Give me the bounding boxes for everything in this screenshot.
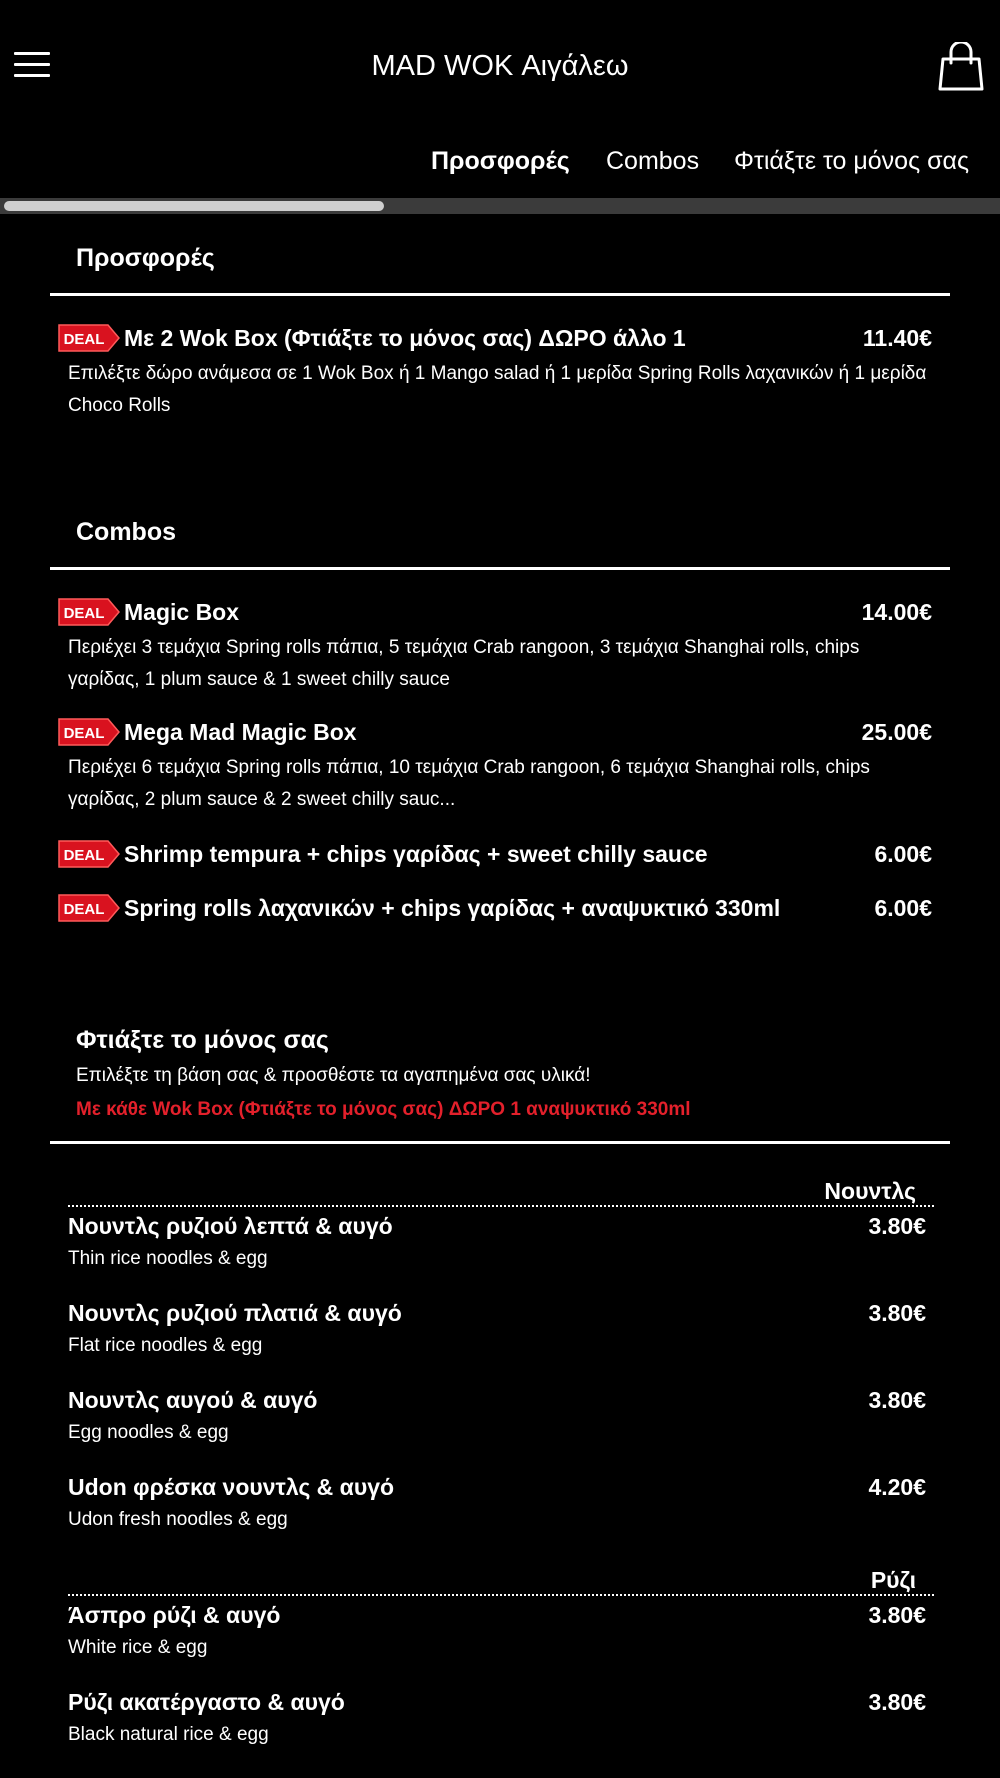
item-price: 3.80€ (868, 1387, 926, 1413)
subcategory-title: Ρύζι (870, 1567, 916, 1593)
item-name: Νουντλς αυγού & αυγό (68, 1387, 318, 1413)
menu-content (0, 214, 1000, 1746)
item-price: 3.80€ (868, 1602, 926, 1628)
item-price: 6.00€ (874, 894, 932, 921)
deal-badge-label: DEAL (63, 901, 105, 918)
item-name: Udon φρέσκα νουντλς & αυγό (68, 1474, 395, 1500)
item-price: 25.00€ (861, 718, 932, 745)
item-description: Thin rice noodles & egg (68, 1248, 268, 1269)
tab-scrollbar-thumb[interactable] (4, 201, 384, 211)
item-price: 11.40€ (862, 324, 932, 351)
deal-badge-label: DEAL (63, 847, 105, 864)
item-description: Περιέχει 6 τεμάχια Spring rolls πάπια, 10 τεμάχια Crab rangoon, 6 τεμάχια Shanghai rolls, chips γαρίδας, 2 plum sauce & 2 sweet chilly sauc... (68, 757, 870, 810)
subcategory-rice (68, 1567, 932, 1596)
item-description: Περιέχει 3 τεμάχια Spring rolls πάπια, 5 τεμάχια Crab rangoon, 3 τεμάχια Shanghai rolls, chips γαρίδας, 1 plum sauce & 1 sweet chilly sauce (68, 637, 860, 690)
deal-badge-icon (58, 716, 120, 748)
item-description: Flat rice noodles & egg (68, 1335, 263, 1356)
item-name: Άσπρο ρύζι & αυγό (68, 1602, 281, 1628)
item-name: Νουντλς ρυζιού πλατιά & αυγό (68, 1300, 402, 1326)
item-price: 6.00€ (874, 840, 932, 867)
section-offers-header (50, 214, 950, 273)
item-description: Επιλέξτε δώρο ανάμεσα σε 1 Wok Box ή 1 Mango salad ή 1 μερίδα Spring Rolls λαχανικών ή 1 μερίδα Choco Rolls (68, 363, 927, 416)
item-price: 14.00€ (861, 598, 932, 625)
deal-badge-icon (58, 596, 120, 628)
item-name: Mega Mad Magic Box (124, 718, 357, 745)
deal-badge-icon (58, 838, 120, 870)
top-bar (0, 0, 1000, 136)
item-name: Magic Box (124, 598, 240, 625)
tab-scrollbar[interactable] (0, 198, 1000, 214)
menu-item[interactable] (58, 892, 932, 924)
item-description: Udon fresh noodles & egg (68, 1509, 288, 1530)
section-title: Φτιάξτε το μόνος σας (76, 1026, 329, 1054)
item-price: 4.20€ (868, 1474, 926, 1500)
item-description: Egg noodles & egg (68, 1422, 229, 1443)
menu-item[interactable] (68, 1213, 926, 1270)
section-combos-header (50, 488, 950, 547)
menu-item[interactable] (58, 838, 932, 870)
section-title: Combos (76, 518, 176, 546)
menu-item[interactable] (68, 1300, 926, 1357)
shopping-bag-icon[interactable] (936, 42, 986, 92)
divider (50, 567, 950, 570)
menu-item[interactable] (68, 1689, 926, 1746)
menu-item[interactable] (68, 1474, 926, 1531)
item-description: Black natural rice & egg (68, 1724, 269, 1745)
category-tabs (0, 136, 1000, 196)
deal-badge-label: DEAL (63, 605, 105, 622)
menu-item[interactable] (58, 716, 932, 816)
section-diy-header (50, 996, 950, 1121)
item-price: 3.80€ (868, 1300, 926, 1326)
dotted-divider (68, 1205, 934, 1207)
dotted-divider (68, 1594, 934, 1596)
divider (50, 1141, 950, 1144)
deal-badge-label: DEAL (63, 331, 105, 348)
item-name: Νουντλς ρυζιού λεπτά & αυγό (68, 1213, 393, 1239)
menu-item[interactable] (58, 322, 932, 422)
item-description: White rice & egg (68, 1637, 208, 1658)
menu-item[interactable] (58, 596, 932, 696)
item-name: Shrimp tempura + chips γαρίδας + sweet chilly sauce (124, 840, 708, 867)
tab-diy[interactable]: Φτιάξτε το μόνος σας (734, 147, 969, 175)
item-name: Με 2 Wok Box (Φτιάξτε το μόνος σας) ΔΩΡΟ άλλο 1 (124, 324, 686, 351)
tab-combos[interactable]: Combos (606, 147, 700, 175)
tab-offers[interactable]: Προσφορές (431, 147, 570, 175)
menu-item[interactable] (68, 1387, 926, 1444)
deal-badge-label: DEAL (63, 725, 105, 742)
subcategory-title: Νουντλς (824, 1178, 916, 1204)
item-price: 3.80€ (868, 1689, 926, 1715)
page-title: MAD WOK Αιγάλεω (371, 50, 629, 82)
deal-badge-icon (58, 892, 120, 924)
menu-item[interactable] (68, 1602, 926, 1659)
subcategory-noodles (68, 1178, 932, 1207)
section-promo: Με κάθε Wok Box (Φτιάξτε το μόνος σας) ΔΩΡΟ 1 αναψυκτικό 330ml (76, 1099, 691, 1120)
item-price: 3.80€ (868, 1213, 926, 1239)
item-name: Spring rolls λαχανικών + chips γαρίδας + αναψυκτικό 330ml (124, 894, 781, 921)
deal-badge-icon (58, 322, 120, 354)
section-title: Προσφορές (76, 244, 215, 272)
divider (50, 293, 950, 296)
item-name: Ρύζι ακατέργαστο & αυγό (68, 1689, 345, 1715)
section-subtitle: Επιλέξτε τη βάση σας & προσθέστε τα αγαπημένα σας υλικά! (76, 1065, 591, 1086)
